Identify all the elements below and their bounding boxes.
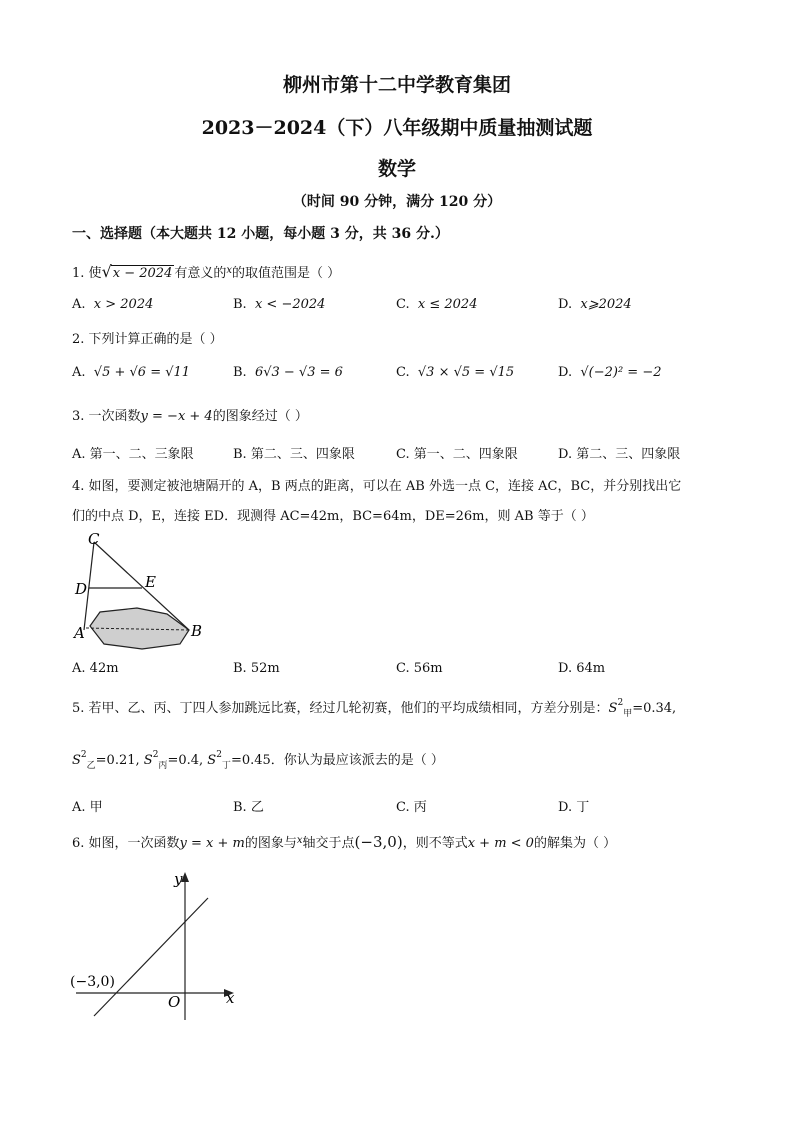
q2-option-a[interactable] bbox=[72, 365, 190, 380]
option-label: C. bbox=[396, 365, 410, 380]
q6-mid: 的图象与 bbox=[244, 836, 297, 851]
option-label: B. bbox=[233, 365, 247, 380]
option-label: C. bbox=[396, 447, 410, 462]
option-label: B. bbox=[233, 297, 247, 312]
option-text: 第二、三、四象限 bbox=[250, 447, 355, 462]
q5-option-b[interactable] bbox=[233, 796, 264, 815]
option-label: C. bbox=[396, 800, 410, 815]
radical-sign-icon: √ bbox=[101, 262, 112, 281]
q6-x: x bbox=[296, 835, 303, 846]
q1-radicand: x − 2024 bbox=[112, 266, 173, 281]
variance-exponent: 2 bbox=[617, 698, 624, 708]
q2-option-d[interactable] bbox=[558, 365, 661, 380]
q3-pre: 3. 一次函数 bbox=[72, 409, 141, 424]
option-text: x > 2024 bbox=[93, 297, 154, 312]
variance-sub-bing: 丙 bbox=[158, 761, 168, 771]
q2-option-c[interactable] bbox=[396, 365, 514, 380]
q1-number: 1. bbox=[72, 266, 85, 281]
option-text: 乙 bbox=[250, 800, 264, 815]
option-text: 42m bbox=[89, 661, 119, 676]
option-label: B. bbox=[233, 447, 247, 462]
variance-symbol: S bbox=[608, 701, 618, 716]
option-text: 64m bbox=[576, 661, 606, 676]
q4-option-a[interactable] bbox=[72, 661, 119, 676]
option-text: √3 × √5 = √15 bbox=[417, 365, 515, 380]
option-label: C. bbox=[396, 661, 410, 676]
label-b: B bbox=[191, 622, 203, 640]
option-text: 56m bbox=[413, 661, 443, 676]
label-a: A bbox=[74, 624, 85, 642]
q6-mid3: ，则不等式 bbox=[402, 836, 468, 851]
q4-option-d[interactable] bbox=[558, 661, 605, 676]
x-axis-label: x bbox=[226, 989, 235, 1007]
option-text: 第一、二、三象限 bbox=[89, 447, 194, 462]
linear-function-graph bbox=[68, 866, 248, 1026]
variance-sub-jia: 甲 bbox=[623, 709, 633, 719]
option-text: 6√3 − √3 = 6 bbox=[254, 365, 343, 380]
q6-pre: 6. 如图，一次函数 bbox=[72, 836, 180, 851]
q3-option-a[interactable] bbox=[72, 443, 194, 462]
option-label: A. bbox=[72, 661, 86, 676]
q6-inequality: x + m < 0 bbox=[467, 836, 534, 851]
option-text: √5 + √6 = √11 bbox=[93, 365, 191, 380]
option-label: D. bbox=[558, 661, 573, 676]
label-c: C bbox=[88, 530, 100, 548]
q2-option-b[interactable] bbox=[233, 365, 343, 380]
option-text: 第二、三、四象限 bbox=[576, 447, 681, 462]
origin-label: O bbox=[168, 993, 181, 1011]
question-4-line-2: 们的中点 D，E，连接 ED．现测得 AC=42m，BC=64m，DE=26m，则 AB 等于（ ） bbox=[72, 509, 594, 524]
q5-option-a[interactable] bbox=[72, 796, 103, 815]
q1-option-d[interactable] bbox=[558, 297, 632, 312]
q6-post: 的解集为（ ） bbox=[533, 836, 617, 851]
exam-title: 2023－2024（下）八年级期中质量抽测试题 bbox=[201, 117, 593, 139]
q5-option-c[interactable] bbox=[396, 796, 427, 815]
option-label: C. bbox=[396, 297, 410, 312]
option-text: 第一、二、四象限 bbox=[413, 447, 518, 462]
option-text: x⩾2024 bbox=[580, 297, 632, 312]
variance-symbol: S bbox=[72, 753, 81, 768]
q1-tail: 的取值范围是（ ） bbox=[232, 266, 341, 281]
option-label: B. bbox=[233, 800, 247, 815]
variance-symbol: S bbox=[207, 753, 217, 768]
exam-note: （时间 90 分钟，满分 120 分） bbox=[292, 194, 502, 210]
q6-point: (−3,0) bbox=[354, 833, 403, 851]
question-2-stem: 2. 下列计算正确的是（ ） bbox=[72, 332, 223, 347]
option-text: 丁 bbox=[576, 800, 590, 815]
pond-triangle-figure bbox=[72, 530, 212, 655]
question-6-stem bbox=[72, 832, 616, 851]
option-label: D. bbox=[558, 297, 573, 312]
q1-option-b[interactable] bbox=[233, 297, 325, 312]
function-line bbox=[94, 898, 208, 1016]
q3-expression: y = −x + 4 bbox=[140, 409, 213, 424]
q6-mid2: 轴交于点 bbox=[302, 836, 355, 851]
q1-pre: 使 bbox=[88, 266, 102, 281]
question-3-stem bbox=[72, 405, 308, 424]
option-label: A. bbox=[72, 365, 86, 380]
q3-option-b[interactable] bbox=[233, 443, 355, 462]
variance-sub-ding: 丁 bbox=[221, 761, 231, 771]
school-title: 柳州市第十二中学教育集团 bbox=[282, 74, 511, 96]
option-label: A. bbox=[72, 800, 86, 815]
variance-bing-value: =0.4, bbox=[167, 753, 204, 768]
pond-shape bbox=[90, 608, 189, 649]
q1-x: x bbox=[226, 265, 232, 276]
q1-post: 有意义的 bbox=[174, 266, 227, 281]
variance-sub-yi: 乙 bbox=[86, 761, 96, 771]
option-label: A. bbox=[72, 447, 86, 462]
label-e: E bbox=[145, 573, 156, 591]
option-label: B. bbox=[233, 661, 247, 676]
question-5-line-2 bbox=[72, 749, 444, 771]
section-heading: 一、选择题（本大题共 12 小题，每小题 3 分，共 36 分.） bbox=[72, 226, 449, 242]
q5-line1-text: 5. 若甲、乙、丙、丁四人参加跳远比赛，经过几轮初赛，他们的平均成绩相同，方差分别是： bbox=[72, 701, 609, 716]
y-axis-label: y bbox=[174, 870, 183, 888]
option-label: A. bbox=[72, 297, 86, 312]
label-d: D bbox=[75, 580, 88, 598]
variance-jia-value: =0.34, bbox=[632, 701, 677, 716]
variance-exponent: 2 bbox=[152, 750, 159, 760]
q4-option-c[interactable] bbox=[396, 661, 443, 676]
intercept-label: (−3,0) bbox=[70, 974, 115, 990]
question-5-line-1 bbox=[72, 697, 676, 719]
q1-option-c[interactable] bbox=[396, 297, 477, 312]
option-label: D. bbox=[558, 800, 573, 815]
variance-yi-value: =0.21, bbox=[95, 753, 140, 768]
q1-option-a[interactable] bbox=[72, 297, 153, 312]
q3-option-c[interactable] bbox=[396, 443, 518, 462]
option-text: √(−2)² = −2 bbox=[580, 365, 662, 380]
option-text: x < −2024 bbox=[254, 297, 326, 312]
option-text: 丙 bbox=[413, 800, 427, 815]
subject-title: 数学 bbox=[377, 158, 416, 180]
question-1-stem bbox=[72, 262, 340, 281]
variance-symbol: S bbox=[143, 753, 153, 768]
variance-exponent: 2 bbox=[216, 750, 222, 760]
option-text: 52m bbox=[250, 661, 280, 676]
option-text: 甲 bbox=[89, 800, 103, 815]
option-label: D. bbox=[558, 447, 573, 462]
q4-option-b[interactable] bbox=[233, 661, 280, 676]
option-text: x ≤ 2024 bbox=[417, 297, 478, 312]
variance-exponent: 2 bbox=[80, 750, 87, 760]
q3-post: 的图象经过（ ） bbox=[212, 409, 308, 424]
q5-option-d[interactable] bbox=[558, 796, 589, 815]
question-4-line-1: 4. 如图，要测定被池塘隔开的 A，B 两点的距离，可以在 AB 外选一点 C，连接 AC，BC，并分别找出它 bbox=[72, 479, 682, 494]
q6-expression: y = x + m bbox=[179, 836, 245, 851]
option-label: D. bbox=[558, 365, 573, 380]
q3-option-d[interactable] bbox=[558, 443, 680, 462]
variance-ding-value: =0.45．你认为最应该派去的是（ ） bbox=[230, 753, 444, 768]
